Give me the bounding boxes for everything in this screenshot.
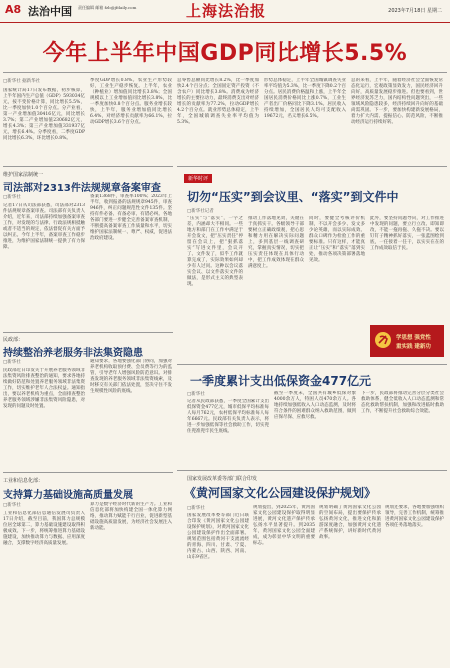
feature-col-1: “压实”与“落实”，一字之差，内涵却大不相同。一些地方和部门在工作中满足于开会发文，把“压实责任”停留在会议上，把“狠抓落实”写进文件里，会议开了、文件发了，似乎工作就算完成了，实际效果如何却少有人过问。这种以会议落实会议、以文件落实文件的做法，是形式主义的典型表现。: [187, 216, 243, 287]
lead-col-5: 总的来看，上半年，随着经济社会全面恢复常态化运行，宏观政策显效发力，国民经济回升向好，高质量发展稳步推进。但也要看到，世界经济复苏乏力，国内结构性问题突出，一些领域风险隐患较多，经济持续回升向好的基础尚需巩固。下一步，要加快构建新发展格局，着力扩大内需、提振信心、防范风险，不断推动经济运行持续好转。: [351, 78, 443, 125]
legal-col-2: 备案1368件，审查率100%；2023年上半年，收到报备的法规规章945件，审查946件，纠正问题规范性文件135件。坚持有件必备、有备必审、有错必纠。各地各部门要进一步健全完善备案审查机制，不断提高备案审查工作质量和水平，切实维护国家法制统一、尊严、权威，促进法治政府建设。: [90, 194, 172, 241]
editor-info: 责任编辑 邮箱 fzb@jfdaily.com: [78, 5, 137, 10]
infra-tag: 工业和信息化部：: [3, 478, 44, 484]
feature-byline: □新华社记者: [187, 209, 214, 214]
lead-col-2: 季度GDP增长0.8%。农业生产形势较好，工业生产稳步恢复。上半年，农业（种植业）增加值同比增长3.8%；全国规模以上工业增加值同比增长3.8%，比一季度加快0.8个百分点。服务业增长较快，上半年，服务业增加值同比增长6.4%，对经济增长贡献率为66.1%，拉动GDP增长3.6个百分点。: [90, 78, 172, 125]
newspaper-logo: 上海法治报: [186, 2, 267, 20]
feature-col-3: 同时，要健全考核评价机制，不以开会多少、发文多少论英雄，而以实际成效、群众口碑作为检验工作的重要标准。只有这样，才能真正让“压实”和“落实”落到实处，推动各项决策部署落地见效。: [309, 216, 365, 263]
park-col-3: 规划明确了黄河国家文化公园的空间布局，提出要保护传承弘扬黄河文化，推进文化和旅游深度融合，加强黄河文化遗产系统保护，讲好新时代黄河故事。: [319, 505, 381, 540]
feature-col-2: 推动工作落地见效，关键在于真抓实干。各级领导干部要树立正确政绩观，把心思和精力用在解决实际问题上，多到基层一线调查研究，掌握真实情况，切实把压实责任体现在具体行动中，把工作成效体现在群众满意度上。: [248, 216, 304, 269]
elderly-col-1: 民政部近日印发关于开展养老服务领域非法集资风险排查整治的通知，要求各地持续做好防范和处置养老服务领域非法集资工作，切实维护老年人合法权益。通知指出，要以养老机构为重点，全面排查整治养老服务领域涉嫌非法集资风险隐患，对发现的问题及时处置。: [3, 368, 85, 409]
feature-tag: 新华时评: [184, 174, 212, 183]
lead-col-1: 国家统计局17日发布数据，初步核算，上半年国内生产总值（GDP）593034亿元，按不变价格计算，同比增长5.5%，比一季度加快1.0个百分点。分产业看，第一产业增加值30416亿元，同比增长3.7%；第二产业增加值230682亿元，增长4.3%；第三产业增加值331937亿元，增长6.4%。分季度看，二季度GDP同比增长6.3%，环比增长0.8%。: [3, 88, 85, 141]
lead-headline: 今年上半年中国GDP同比增长5.5%: [42, 41, 408, 66]
lead-col-4: 形势总体稳定，上半年全国城镇调查失业率平均值为5.3%，比一季度下降0.2个百分点。居民消费价格温和上涨，上半年全国居民消费价格同比上涨0.7%，工业生产者出厂价格同比下降3.1%。居民收入持续增加，全国居民人均可支配收入19672元，名义增长6.5%。: [264, 78, 346, 119]
aid-col-2: 截至一季度末，全国共有城乡低保对象4000余万人，特困人员470余万人。各地持续加强低收入人口动态监测，及时将符合条件的困难群众纳入救助范围，做到应保尽保、应救尽救。: [274, 391, 356, 420]
legal-tag: 维护国家法制统一: [3, 172, 44, 178]
aid-col-3: 下一步，民政部将推动完善分层分类社会救助体系，健全低收入人口动态监测和常态化救助帮扶机制，加强和改进临时救助工作，不断提升社会救助综合效能。: [361, 391, 444, 414]
aid-divider: [177, 364, 447, 365]
feature-divider: [177, 166, 447, 167]
park-col-2: 规划提出，到2025年，黄河国家文化公园建设保护取得明显进展，黄河文化遗产保护传承弘扬水平显著提升。到2035年，黄河国家文化公园全面建成，成为彰显中华文明的重要标志。: [253, 505, 315, 546]
elderly-col-2: 通知要求，各地要强化部门协同，加强对养老机构收取预付费、会员费等行为的监管，引导老年人增强风险防范意识。对排查发现的养老服务领域非法集资线索，及时移交有关部门依法处置，坚决守住不发生规模性风险的底线。: [90, 359, 172, 394]
lead-byline: □新华社 据新华社: [3, 79, 41, 84]
infra-title: 支持算力基础设施高质量发展: [3, 490, 133, 501]
aid-title: 一季度累计支出低保资金477亿元: [190, 374, 372, 388]
section-title: 法治中国: [28, 5, 72, 18]
legal-divider: [3, 166, 173, 167]
elderly-divider: [3, 332, 173, 333]
park-divider: [177, 470, 447, 471]
masthead: [0, 0, 450, 23]
infra-col-2: 算力是数字经济时代新的生产力。工业和信息化部将加快构建全国一体化算力网络，推动算力赋能千行百业，促进新型基础设施高质量发展，为经济社会发展注入新动能。: [90, 502, 172, 531]
aid-byline: □新华社: [187, 392, 205, 397]
elderly-title: 持续整治养老服务非法集资隐患: [3, 348, 143, 359]
park-col-4: 规划还要求，各地要加强组织领导，完善工作机制，统筹推进黄河国家文化公园建设保护各项任务落地落实。: [385, 505, 444, 528]
legal-title: 司法部对2313件法规规章备案审查: [3, 183, 161, 194]
infra-byline: □新华社: [3, 503, 21, 508]
promo-banner: [370, 325, 444, 357]
elderly-tag: 民政部：: [3, 337, 24, 343]
legal-byline: □新华社: [3, 195, 21, 200]
promo-line-1: 学思想 强党性: [396, 335, 431, 341]
promo-line-2: 重实践 建新功: [396, 344, 431, 350]
aid-col-1: 记者从民政部获悉，一季度全国累计支出低保资金477亿元，城市低保平均标准每人每月762元，农村低保平均标准每人每年6667元。民政部有关负责人表示，将进一步加强低保等社会救助工作，切实兜住兜准兜牢民生底线。: [187, 399, 269, 434]
park-tag: 国家发展改革委等部门联合印发: [187, 476, 258, 482]
feature-col-4: 此外，要坚持问题导向，对工作推进中发现的问题，要立行立改、即知即改，不能一拖再拖、久拖不决。要以钉钉子精神抓好落实，一张蓝图绘到底，一任接着一任干，以实实在在的工作成效取信于民。: [370, 216, 444, 251]
headline-divider: [3, 72, 447, 73]
legal-col-1: 记者17日从司法部获悉，司法部对2313件法规规章备案审查。司法部有关负责人介绍，近年来，司法部持续加强备案审查工作，对发现的与法律、行政法规相抵触或者不适当的规定，依法督促有关方面予以纠正。今年上半年，备案审查工作稳步推进，为维护国家法制统一提供了有力保障。: [3, 203, 85, 250]
park-title: 《黄河国家文化公园建设保护规划》: [184, 486, 377, 500]
elderly-byline: □新华社: [3, 360, 21, 365]
issue-date: 2023年7月18日 星期二: [388, 8, 442, 14]
park-byline: □新华社: [187, 506, 205, 511]
page-number: A8: [5, 3, 22, 16]
infra-col-1: 工业和信息化部信息通信发展司负责人17日介绍，截至目前，我国算力总规模位居全球第二，算力基础设施建设取得积极成效。下一步，将统筹推进算力基础设施建设，加快推动算力与数据、应用深度融合，支撑数字经济高质量发展。: [3, 511, 85, 546]
lead-col-3: 总零售总额同比增长8.2%，比一季度加快2.4个百分点；全国固定资产投资（不含农户）同比增长3.8%。消费成为经济增长的主要拉动力，最终消费支出对经济增长的贡献率为77.2%，拉动GDP增长4.2个百分点。就业形势总体稳定，上半年，全国城镇调查失业率平均值为5.3%。: [177, 78, 259, 125]
party-emblem-icon: [374, 331, 392, 349]
feature-title: 切勿“压实”到会议里、“落实”到文件中: [187, 190, 399, 204]
park-col-1: 国家发展改革委等部门近日联合印发《黄河国家文化公园建设保护规划》，对黄河国家文化公园建设保护作出全面部署。规划范围包括黄河干支流流经的青海、四川、甘肃、宁夏、内蒙古、山西、陕西、河南、山东9省区。: [187, 513, 249, 560]
infra-divider: [3, 472, 173, 473]
